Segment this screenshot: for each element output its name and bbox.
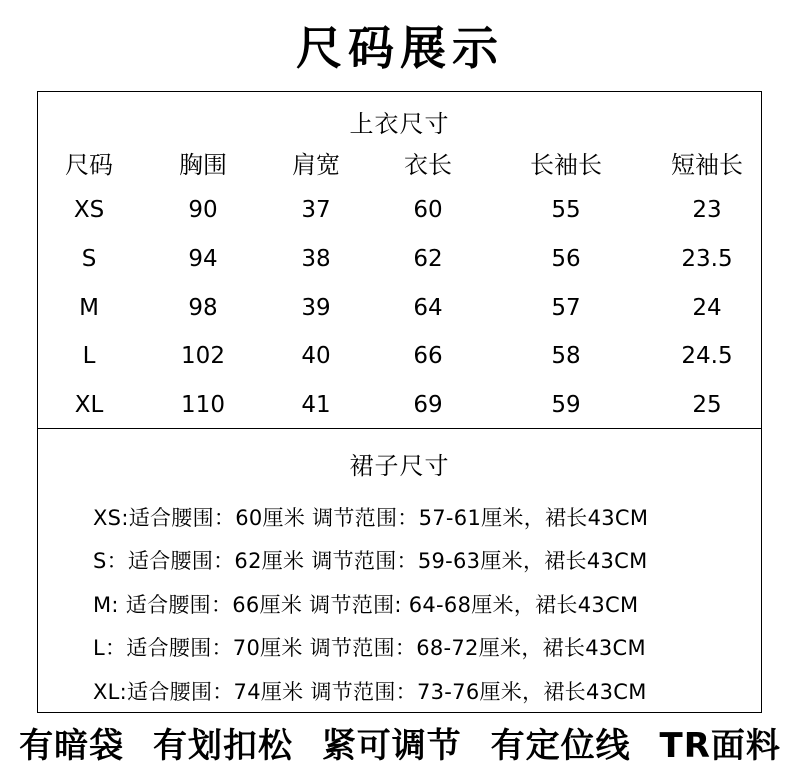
- cell-short-sleeve: 24: [692, 295, 722, 321]
- section-divider: [37, 428, 762, 429]
- header-short-sleeve: 短袖长: [671, 151, 743, 179]
- cell-length: 60: [413, 197, 443, 223]
- cell-shoulder: 37: [301, 197, 331, 223]
- cell-chest: 98: [188, 295, 218, 321]
- table-row: [0, 291, 800, 325]
- cell-long-sleeve: 59: [551, 392, 581, 418]
- cell-length: 62: [413, 246, 443, 272]
- skirt-size-line: S：适合腰围：62厘米 调节范围：59-63厘米，裙长43CM: [93, 549, 648, 573]
- cell-short-sleeve: 24.5: [681, 343, 733, 369]
- header-size: 尺码: [65, 151, 113, 179]
- feature-hidden-pocket: 有暗袋: [19, 726, 125, 766]
- cell-size: M: [79, 295, 99, 321]
- cell-length: 69: [413, 392, 443, 418]
- table-row: [0, 242, 800, 276]
- skirt-size-section-title: 裙子尺寸: [349, 452, 450, 480]
- feature-positioning-line: 有定位线: [490, 726, 631, 766]
- cell-shoulder: 38: [301, 246, 331, 272]
- skirt-size-line: L：适合腰围：70厘米 调节范围：68-72厘米，裙长43CM: [93, 636, 646, 660]
- top-size-header-row: [0, 148, 800, 182]
- feature-adjustable: 紧可调节: [321, 726, 462, 766]
- header-chest: 胸围: [179, 151, 227, 179]
- cell-length: 64: [413, 295, 443, 321]
- table-row: [0, 388, 800, 422]
- cell-shoulder: 41: [301, 392, 331, 418]
- cell-shoulder: 40: [301, 343, 331, 369]
- cell-length: 66: [413, 343, 443, 369]
- top-size-section-title: 上衣尺寸: [349, 110, 450, 138]
- cell-long-sleeve: 55: [551, 197, 581, 223]
- header-length: 衣长: [404, 151, 452, 179]
- cell-shoulder: 39: [301, 295, 331, 321]
- cell-chest: 94: [188, 246, 218, 272]
- cell-short-sleeve: 25: [692, 392, 722, 418]
- table-row: [0, 339, 800, 373]
- cell-size: S: [81, 246, 97, 272]
- table-row: [0, 193, 800, 227]
- cell-long-sleeve: 58: [551, 343, 581, 369]
- header-shoulder: 肩宽: [292, 151, 340, 179]
- cell-size: XL: [74, 392, 104, 418]
- cell-size: L: [82, 343, 96, 369]
- cell-long-sleeve: 57: [551, 295, 581, 321]
- cell-chest: 90: [188, 197, 218, 223]
- feature-tr-fabric: TR面料: [659, 726, 781, 766]
- cell-chest: 102: [181, 343, 225, 369]
- cell-short-sleeve: 23: [692, 197, 722, 223]
- cell-short-sleeve: 23.5: [681, 246, 733, 272]
- skirt-size-line: XS:适合腰围：60厘米 调节范围：57-61厘米，裙长43CM: [93, 506, 649, 530]
- skirt-size-line: XL:适合腰围：74厘米 调节范围：73-76厘米，裙长43CM: [93, 680, 647, 704]
- cell-long-sleeve: 56: [551, 246, 581, 272]
- feature-list: [0, 720, 800, 772]
- page-title: 尺码展示: [296, 21, 504, 75]
- skirt-size-line: M: 适合腰围：66厘米 调节范围: 64-68厘米，裙长43CM: [93, 593, 639, 617]
- cell-chest: 110: [181, 392, 225, 418]
- cell-size: XS: [73, 197, 105, 223]
- feature-slider-buckle: 有划扣松: [152, 726, 293, 766]
- header-long-sleeve: 长袖长: [530, 151, 602, 179]
